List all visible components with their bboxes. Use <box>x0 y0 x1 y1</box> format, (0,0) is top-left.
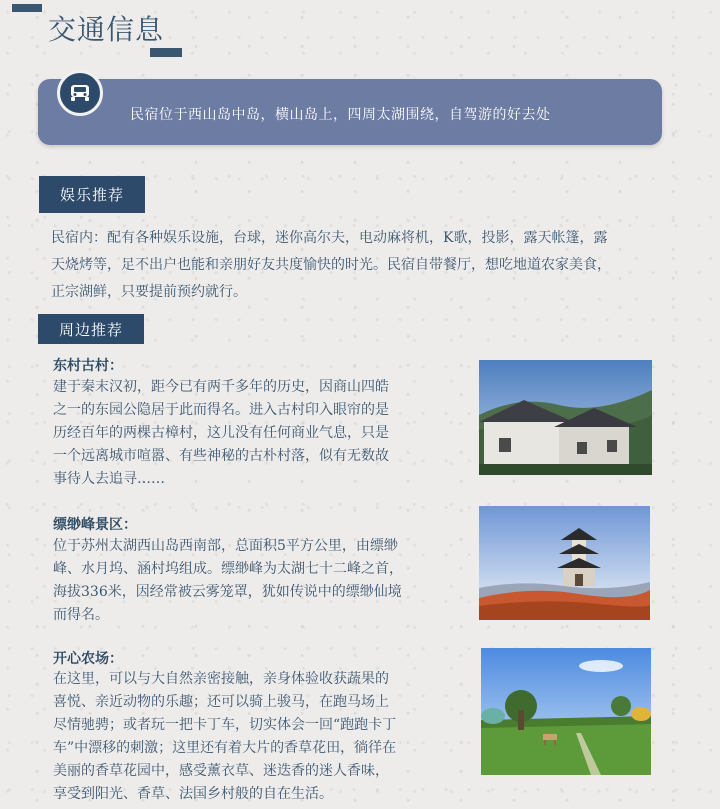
spot-desc-line: 车”中漂移的刺激；这里还有着大片的香草花田，徜徉在 <box>53 740 397 756</box>
spot-desc-line: 海拔336米，因经常被云雾笼罩，犹如传说中的缥缈仙境 <box>53 584 402 600</box>
spot-desc-farm <box>53 668 396 806</box>
entertainment-line: 天烧烤等，足不出户也能和亲朋好友共度愉快的时光。民宿自带餐厅，想吃地道农家美食， <box>51 257 611 273</box>
spot-desc-line: 享受到阳光、香草、法国乡村般的自在生活。 <box>53 786 333 802</box>
nearby-heading: 周边推荐 <box>38 314 144 344</box>
spot-desc-line: 美丽的香草花园中，感受薰衣草、迷迭香的迷人香味， <box>53 763 389 779</box>
spot-title-dongcun: 东村古村： <box>53 358 123 374</box>
entertainment-line: 民宿内：配有各种娱乐设施，台球，迷你高尔夫，电动麻将机，K歌，投影，露天帐篷，露 <box>51 230 608 246</box>
spot-desc-line: 之一的东园公隐居于此而得名。进入古村印入眼帘的是 <box>53 402 389 418</box>
car-icon <box>57 70 103 116</box>
spot-title-piaomiao: 缥缈峰景区： <box>53 517 137 533</box>
title-deco-top-bar <box>12 4 42 12</box>
spot-desc-line: 一个远离城市喧嚣、有些神秘的古朴村落，似有无数故 <box>53 448 389 464</box>
entertainment-heading: 娱乐推荐 <box>39 176 145 213</box>
spot-desc-line: 事待人去追寻…… <box>53 471 165 487</box>
spot-desc-line: 尽情驰骋；或者玩一把卡丁车，切实体会一回“跑跑卡丁 <box>53 717 397 733</box>
spot-desc-piaomiao <box>53 535 403 627</box>
title-deco-bottom-bar <box>150 48 182 57</box>
spot-desc-line: 在这里，可以与大自然亲密接触，亲身体验收获蔬果的 <box>53 671 389 687</box>
transport-text: 民宿位于西山岛中岛，横山岛上，四周太湖围绕，自驾游的好去处 <box>130 107 551 123</box>
spot-desc-line: 而得名。 <box>53 607 109 623</box>
page-title: 交通信息 <box>48 13 165 46</box>
spot-title-farm: 开心农场： <box>53 651 123 667</box>
entertainment-line: 正宗湖鲜，只要提前预约就行。 <box>51 284 247 300</box>
spot-desc-line: 建于秦末汉初，距今已有两千多年的历史，因商山四皓 <box>53 379 389 395</box>
spot-desc-line: 峰、水月坞、涵村坞组成。缥缈峰为太湖七十二峰之首， <box>53 561 403 577</box>
spot-desc-line: 位于苏州太湖西山岛西南部，总面积5平方公里，由缥缈 <box>53 538 398 554</box>
photo-pagoda <box>479 506 650 620</box>
spot-desc-line: 历经百年的两棵古樟村，这儿没有任何商业气息，只是 <box>53 425 389 441</box>
spot-desc-line: 喜悦、亲近动物的乐趣；还可以骑上骏马，在跑马场上 <box>53 694 389 710</box>
photo-ancient-village <box>479 360 652 475</box>
photo-farm <box>481 648 651 775</box>
spot-desc-dongcun <box>53 376 389 491</box>
